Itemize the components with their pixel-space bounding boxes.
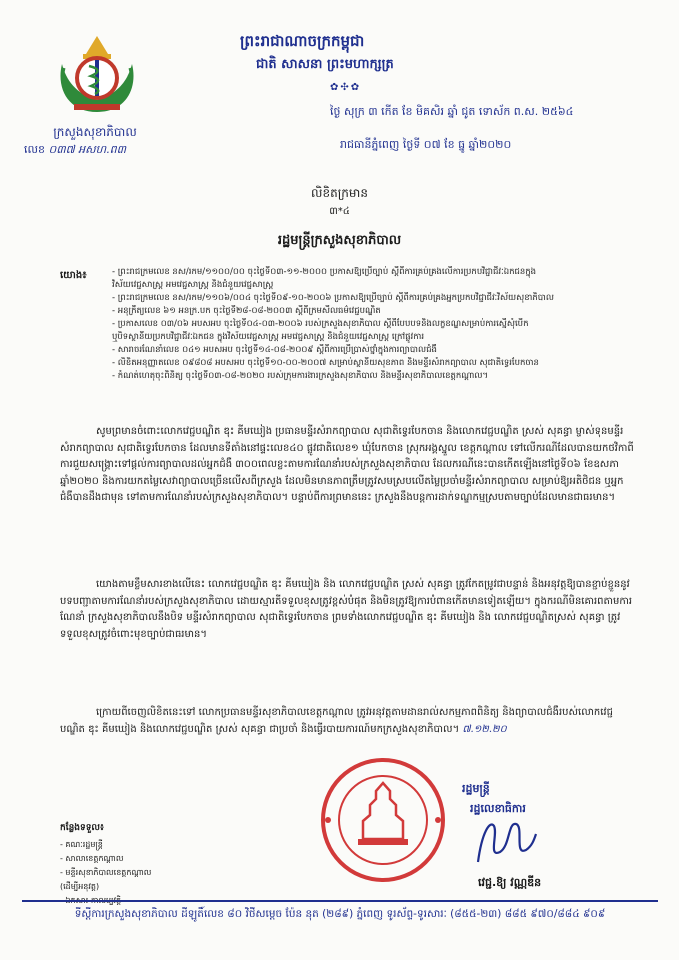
reference-item: - ព្រះរាជក្រមលេខ នស/រកម/១១០៦/០០៤ ចុះថ្ងៃទី០៩-១០-២០០៦ ប្រកាសឱ្យប្រើច្បាប់ ស្តីពីការគ្រប់គ្រងអ្នកប្រកបវិជ្ជាជីវៈវិស័យសុខាភិបាល [112,293,554,303]
distribution-item: (ដើម្បីអនុវត្ត) [60,882,100,891]
references-label: យោង៖ [60,270,87,281]
body-paragraph-3 [60,705,635,738]
signatory-role: រដ្ឋលេខាធិការ [470,802,526,815]
letter-heading: រដ្ឋមន្ត្រីក្រសួងសុខាភិបាល [277,233,402,248]
distribution-item: - មន្ទីរសុខាភិបាលខេត្តកណ្ដាល [60,868,152,877]
kingdom-title: ព្រះរាជាណាចក្រកម្ពុជា [240,32,365,50]
body-paragraph-3-text: ក្រោយពីចេញលិខិតនេះទៅ លោកប្រធានមន្ទីរសុខាភិបាលខេត្តកណ្ដាល ត្រូវអនុវត្តតាមដានរាល់សកម្មភាពពិនិត្យ និងព្យាបាលជំងឺរបស់លោកវេជ្ជបណ្ឌិត ឌុះ គីមឃៀង និងលោកវេជ្ជបណ្ឌិត ស្រស់ សុគន្ធា ជាប្រចាំ និងធ្វើរបាយការណ៍មកក្រសួងសុខាភិបាល។ [60,707,613,735]
distribution-title: កន្លែងទទួល៖ [60,823,104,833]
ministry-name: ក្រសួងសុខាភិបាល [53,125,137,139]
official-stamp-icon [318,755,448,885]
distribution-item: - គណៈរដ្ឋមន្ត្រី [60,840,103,849]
references-list [112,266,632,383]
reference-item: - សារាចរណែនាំលេខ ០៤១ អបសអប ចុះថ្ងៃទី១៤-០៨-២០០៩ ស្តីពីការប្រើប្រាស់ថ្នាំក្នុងការព្យាបាលជំងឺ [112,345,437,355]
document-number [24,143,126,159]
reference-item: - កំណត់ហេតុចុះពិនិត្យ ចុះថ្ងៃទី០៣-០៨-២០២០ របស់ក្រុមការងារក្រសួងសុខាភិបាល និងមន្ទីរសុខាភិបាលខេត្តកណ្ដាល។ [112,371,489,381]
national-motto: ជាតិ សាសនា ព្រះមហាក្សត្រ [256,57,394,72]
document-number-value: ០៣៧ អសហ.ព៣ [48,143,126,156]
body-paragraph-1: សូមព្រមានចំពោះលោកវេជ្ជបណ្ឌិត ឌុះ គីមឃៀង ប្រធានមន្ទីរសំរាកព្យាបាល សុជាតិទ្វេរបែកចាន និងលោកវេជ្ជបណ្ឌិត ស្រស់ សុគន្ធា ម្ចាស់ទុនមន្ទីរសំរាកព្យាបាល សុជាតិទ្វេរបែកចាន ដែលមានទីតាំងនៅផ្ទះលេខ៤០ ផ្លូវជាតិលេខ១ ឃុំបែកចាន ស្រុកអង្គស្នួល ខេត្តកណ្ដាល ទៅលើករណីដែលបានយកថវិកាពីការជួយសង្គ្រោះទៅផ្តល់ការព្យាបាលដល់អ្នកជំងឺ ៣០០ពេលខ្លះតាមការណែនាំរបស់ក្រសួងសុខាភិបាល ដែលករណីនេះបានកើតឡើងនៅថ្ងៃទី០៦ ខែឧសភា ឆ្នាំ២០២០ និងការយកតម្លៃសេវាព្យាបាលច្រើនលើសពីក្រសួង ដែលមិនមានភាពត្រឹមត្រូវសមស្របលើតម្លៃប្រចាំមន្ទីរសំរាកព្យាបាល សម្រាប់ឱ្យអតិថិជន ឬអ្នកជំងឺបានដឹងជាមុន ទៅតាមការណែនាំរបស់ក្រសួងសុខាភិបាល។ បន្ទាប់ពីការព្រមាននេះ ក្រសួងនឹងបន្តការដាក់ទណ្ឌកម្មស្របតាមច្បាប់ដែលមានជាធរមាន។ [60,426,634,503]
ministry-emblem-icon [50,28,145,120]
reference-item: - អនុក្រឹត្យលេខ ៦១ អនក្រ.បក ចុះថ្ងៃទី២៨-០៨-២០០៣ ស្តីពីក្រមសីលធម៌វេជ្ជបណ្ឌិត [112,306,381,316]
ornament-divider: ✿✣✿ [330,82,362,93]
capital-date: រាជធានីភ្នំពេញ ថ្ងៃទី ០៧ ខែ ធ្នូ ឆ្នាំ២០២០ [340,138,512,151]
distribution-list [60,838,151,908]
document-code: ៣*៤ [329,206,350,217]
reference-item: វិស័យវេជ្ជសាស្ត្រ អមវេជ្ជសាស្ត្រ និងជំនួយវេជ្ជសាស្ត្រ [112,280,274,290]
handwritten-date: ៧.១២.២០ [462,723,507,735]
document-type: លិខិតក្រមាន [311,186,368,200]
lunar-date: ថ្ងៃ សុក្រ ៣ កើត ខែ មិគសិរ ឆ្នាំ ជូត ទោស័ក ព.ស. ២៥៦៤ [330,105,574,118]
signatory-title: រដ្ឋមន្ត្រី [462,782,490,795]
reference-item: ឬបិទស្ថានីយប្រកបវិជ្ជាជីវៈឯកជន ក្នុងវិស័យវេជ្ជសាស្ត្រ អមវេជ្ជសាស្ត្រ និងជំនួយវេជ្ជសាស្ត្រ ក្រៅផ្លូវការ [112,332,425,342]
signature-icon [470,812,540,872]
footer-address: ទីស្តីការក្រសួងសុខាភិបាល ដីឡូតិ៍លេខ ៨០ វិថីសម្តេច ប៉ែន នុត (២៨៩) ភ្នំពេញ ទូរស័ព្ទ-ទូរសារៈ (៨៥៥-២៣) ៨៨៥ ៩៧០/៨៨៤ ៩០៩ [74,908,606,920]
signatory-name: វេជ្ជ.ឱ្យ វណ្ណឌីន [478,876,542,889]
distribution-item: - សាលាខេត្តកណ្ដាល [60,854,124,863]
document-number-prefix: លេខ [24,143,45,156]
footer-divider [22,900,658,902]
reference-item: - ព្រះរាជក្រមលេខ នស/រកម/១១០០/០០ ចុះថ្ងៃទី០៣-១១-២០០០ ប្រកាសឱ្យប្រើច្បាប់ ស្តីពីការគ្រប់គ្រងលើការប្រកបវិជ្ជាជីវៈឯកជនក្នុង [112,267,537,277]
body-paragraph-2: យោងតាមខ្លឹមសារខាងលើនេះ លោកវេជ្ជបណ្ឌិត ឌុះ គីមឃៀង និង លោកវេជ្ជបណ្ឌិត ស្រស់ សុគន្ធា ត្រូវកែតម្រូវជាបន្ទាន់ និងអនុវត្តឱ្យបានខ្ជាប់ខ្ជួននូវបទបញ្ជាតាមការណែនាំរបស់ក្រសួងសុខាភិបាល ដោយស្មារតីទទួលខុសត្រូវខ្ពស់បំផុត និងមិនត្រូវឱ្យការបំពានកើតមានទៀតឡើយ។ ក្នុងករណីមិនគោរពតាមការណែនាំ ក្រសួងសុខាភិបាលនឹងបិទ មន្ទីរសំរាកព្យាបាល សុជាតិទ្វេរបែកចាន ព្រមទាំងលោកវេជ្ជបណ្ឌិត ឌុះ គីមឃៀង និង លោកវេជ្ជបណ្ឌិតស្រស់ សុគន្ធា ត្រូវទទួលខុសត្រូវចំពោះមុខច្បាប់ជាធរមាន។ [60,579,633,640]
reference-item: - លិខិតអនុញ្ញាតលេខ ០៩៨០៨ អបសអប ចុះថ្ងៃទី១០-០០-២០០៧ សម្រាប់ស្ថានីយសុខភាព និងមន្ទីរសំរាកព្យាបាល សុជាតិទ្វេរបែកចាន [112,358,539,368]
reference-item: - ប្រកាសលេខ ០៣/០៦ អបសអប ចុះថ្ងៃទី០៤-០៣-២០០៦ របស់ក្រសួងសុខាភិបាល ស្តីពីបែបបទនិងលក្ខខណ្ឌសម្រាប់ការស្នើសុំបើក [112,319,529,329]
